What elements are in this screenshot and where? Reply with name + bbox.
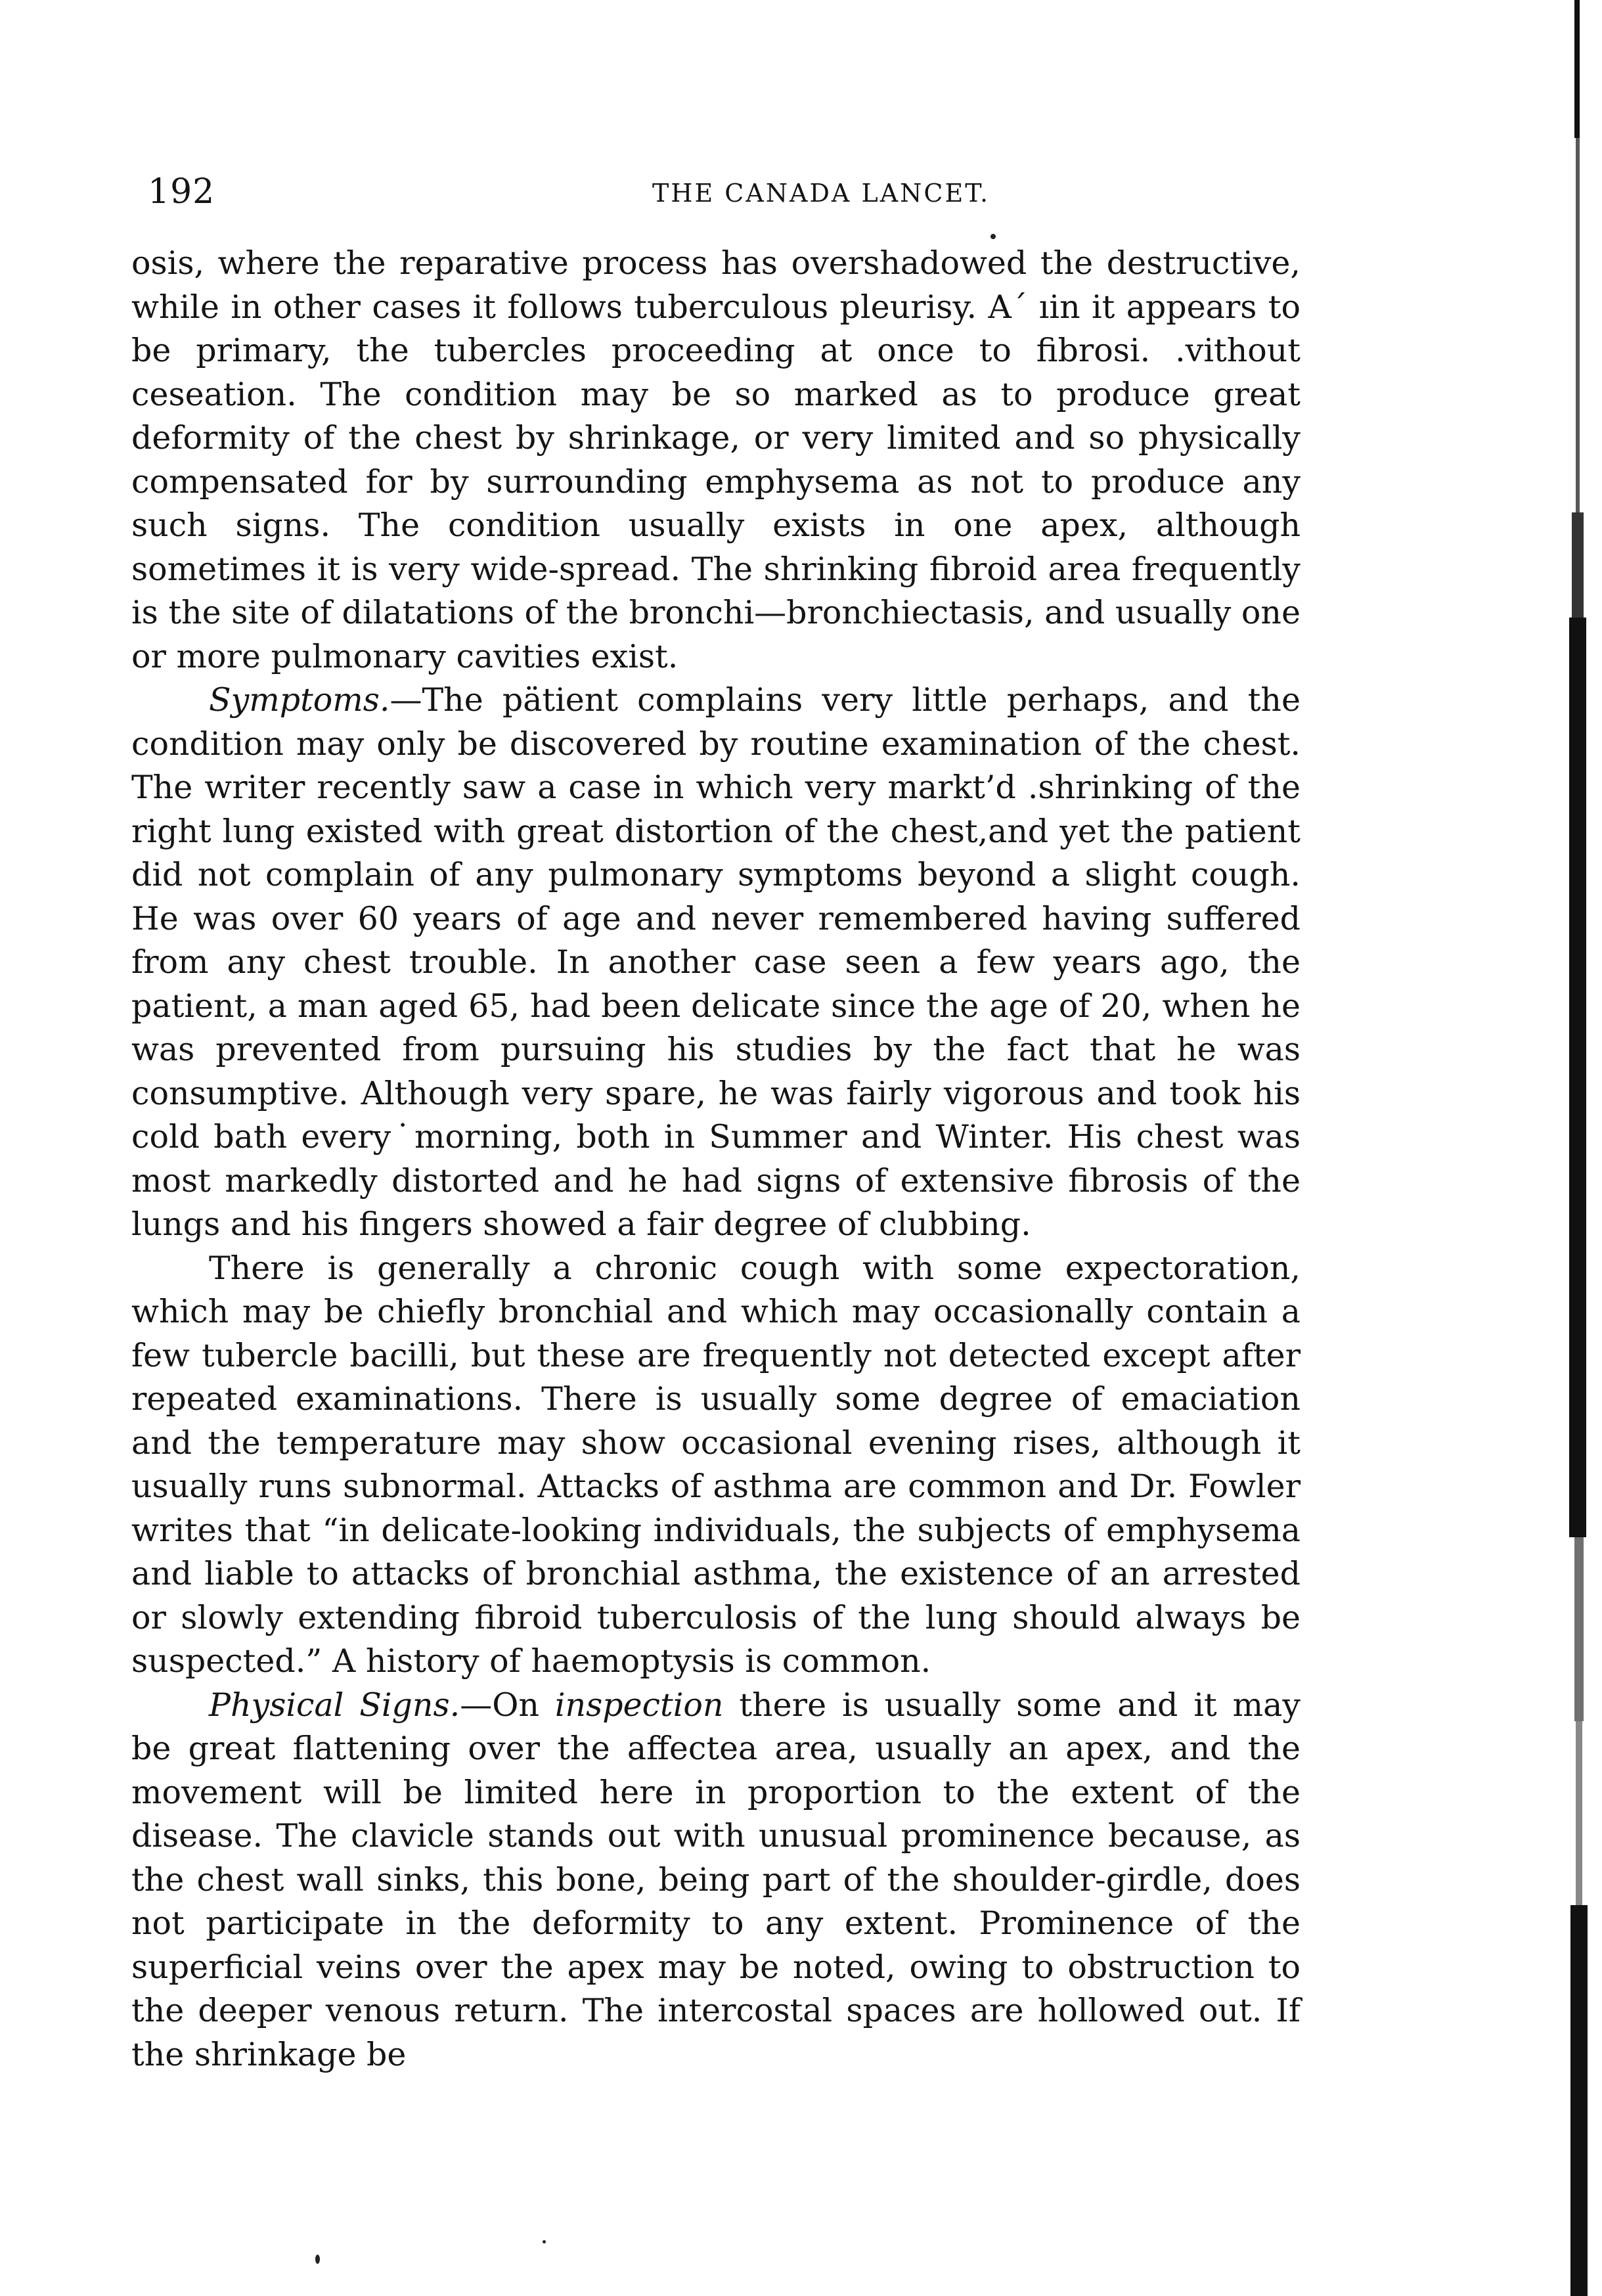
dust-speck xyxy=(990,234,996,239)
symptoms-heading: Symptoms. xyxy=(209,681,390,719)
page-number: 192 xyxy=(148,172,215,212)
article-body xyxy=(131,242,1301,2077)
physical-signs-dash: —On xyxy=(460,1686,555,1724)
dust-speck xyxy=(315,2255,320,2264)
physical-signs-text: there is usually some and it may be great flattening over the affectea area, usually an apex, and the movement will be limited here in proportion to the extent of the disease. The clavicle stands out with unusual prominence because, as the chest wall sinks, this bone, being part of the shoulder-girdle, does not participate in the deformity to any extent. Prominence of the superficial veins over the apex may be noted, owing to obstruction to the deeper venous return. The intercostal spaces are hollowed out. If the shrinkage be xyxy=(131,1686,1301,2073)
symptoms-text: —The pätient complains very little perhaps, and the condition may only be discovered by routine examination of the chest. The writer recently saw a case in which very markt’d .shrinking of the right lung existed with great distortion of the chest,and yet the patient did not complain of any pulmonary symptoms beyond a slight cough. He was over 60 years of age and never remembered having suffered from any chest trouble. In another case seen a few years ago, the patient, a man aged 65, had been delicate since the age of 20, when he was prevented from pursuing his studies by the fact that he was consumptive. Although very spare, he was fairly vigorous and took his cold bath every˙morning, both in Summer and Winter. His chest was most markedly distorted and he had signs of extensive fibrosis of the lungs and his fingers showed a fair degree of clubbing. xyxy=(131,681,1301,1243)
paragraph-symptoms xyxy=(131,679,1301,1247)
inspection-term: inspection xyxy=(554,1686,724,1724)
physical-signs-heading: Physical Signs. xyxy=(209,1686,460,1724)
scan-edge-shadow xyxy=(1556,0,1602,2296)
running-head: THE CANADA LANCET. xyxy=(652,179,990,208)
dust-speck xyxy=(543,2240,546,2243)
paragraph-fibroid-phthisis: osis, where the reparative process has overshadowed the destructive, while in other cases it follows tuberculous pleurisy. A´ ıin it appears to be primary, the tubercles proceeding at once to fibrosi. .vithout ceseation. The condition may be so marked as to produce great deformity of the chest by shrinkage, or very limited and so physically compensated for by surrounding emphysema as not to produce any such signs. The condition usually exists in one apex, although sometimes it is very wide-spread. The shrinking fibroid area frequently is the site of dilatations of the bronchi—bronchiectasis, and usually one or more pulmonary cavities exist. xyxy=(131,244,1301,675)
paragraph-cough: There is generally a chronic cough with some expectoration, which may be chiefly bronchial and which may occasionally contain a few tubercle bacilli, but these are frequently not detected except after repeated examinations. There is usually some degree of emaciation and the temperature may show occasional evening rises, although it usually runs subnormal. Attacks of asthma are common and Dr. Fowler writes that “in delicate-looking individuals, the subjects of emphysema and liable to attacks of bronchial asthma, the existence of an arrested or slowly extending fibroid tuberculosis of the lung should always be suspected.” A history of haemoptysis is common. xyxy=(131,1249,1301,1680)
paragraph-physical-signs xyxy=(131,1684,1301,2077)
